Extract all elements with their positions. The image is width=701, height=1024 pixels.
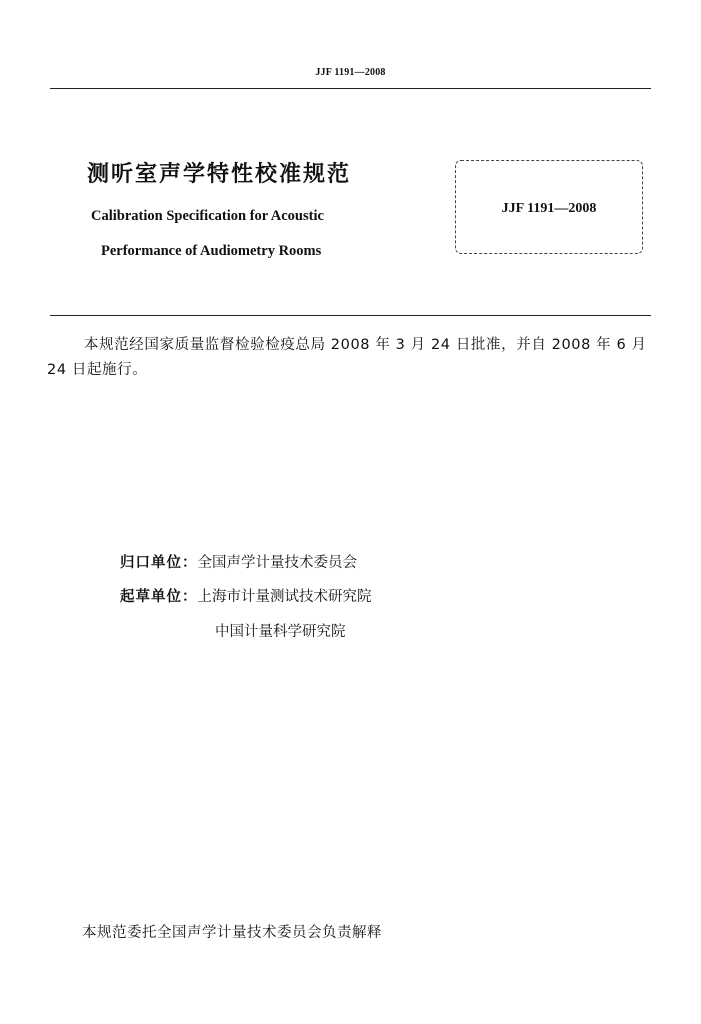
interpretation-note: 本规范委托全国声学计量技术委员会负责解释 — [82, 925, 382, 941]
title-english-line1: Calibration Specification for Acoustic — [91, 208, 324, 224]
responsible-unit-label: 归口单位： — [120, 555, 198, 571]
drafting-unit-value-2: 中国计量科学研究院 — [215, 624, 346, 640]
title-chinese: 测听室声学特性校准规范 — [87, 162, 352, 187]
code-box-code: JJF 1191—2008 — [501, 201, 597, 216]
middle-rule — [50, 315, 651, 316]
header-code: JJF 1191—2008 — [315, 67, 386, 78]
responsible-unit-line — [120, 551, 357, 572]
approval-statement: 本规范经国家质量监督检验检疫总局 2008 年 3 月 24 日批准，并自 2008 年 6 月 24 日起施行。 — [47, 337, 647, 378]
drafting-unit-label: 起草单位： — [120, 589, 198, 605]
drafting-unit-value-1: 上海市计量测试技术研究院 — [197, 589, 372, 605]
responsible-unit-value: 全国声学计量技术委员会 — [197, 555, 357, 571]
title-english-line2: Performance of Audiometry Rooms — [101, 243, 322, 259]
drafting-unit-line — [120, 585, 372, 606]
top-rule — [50, 88, 651, 89]
